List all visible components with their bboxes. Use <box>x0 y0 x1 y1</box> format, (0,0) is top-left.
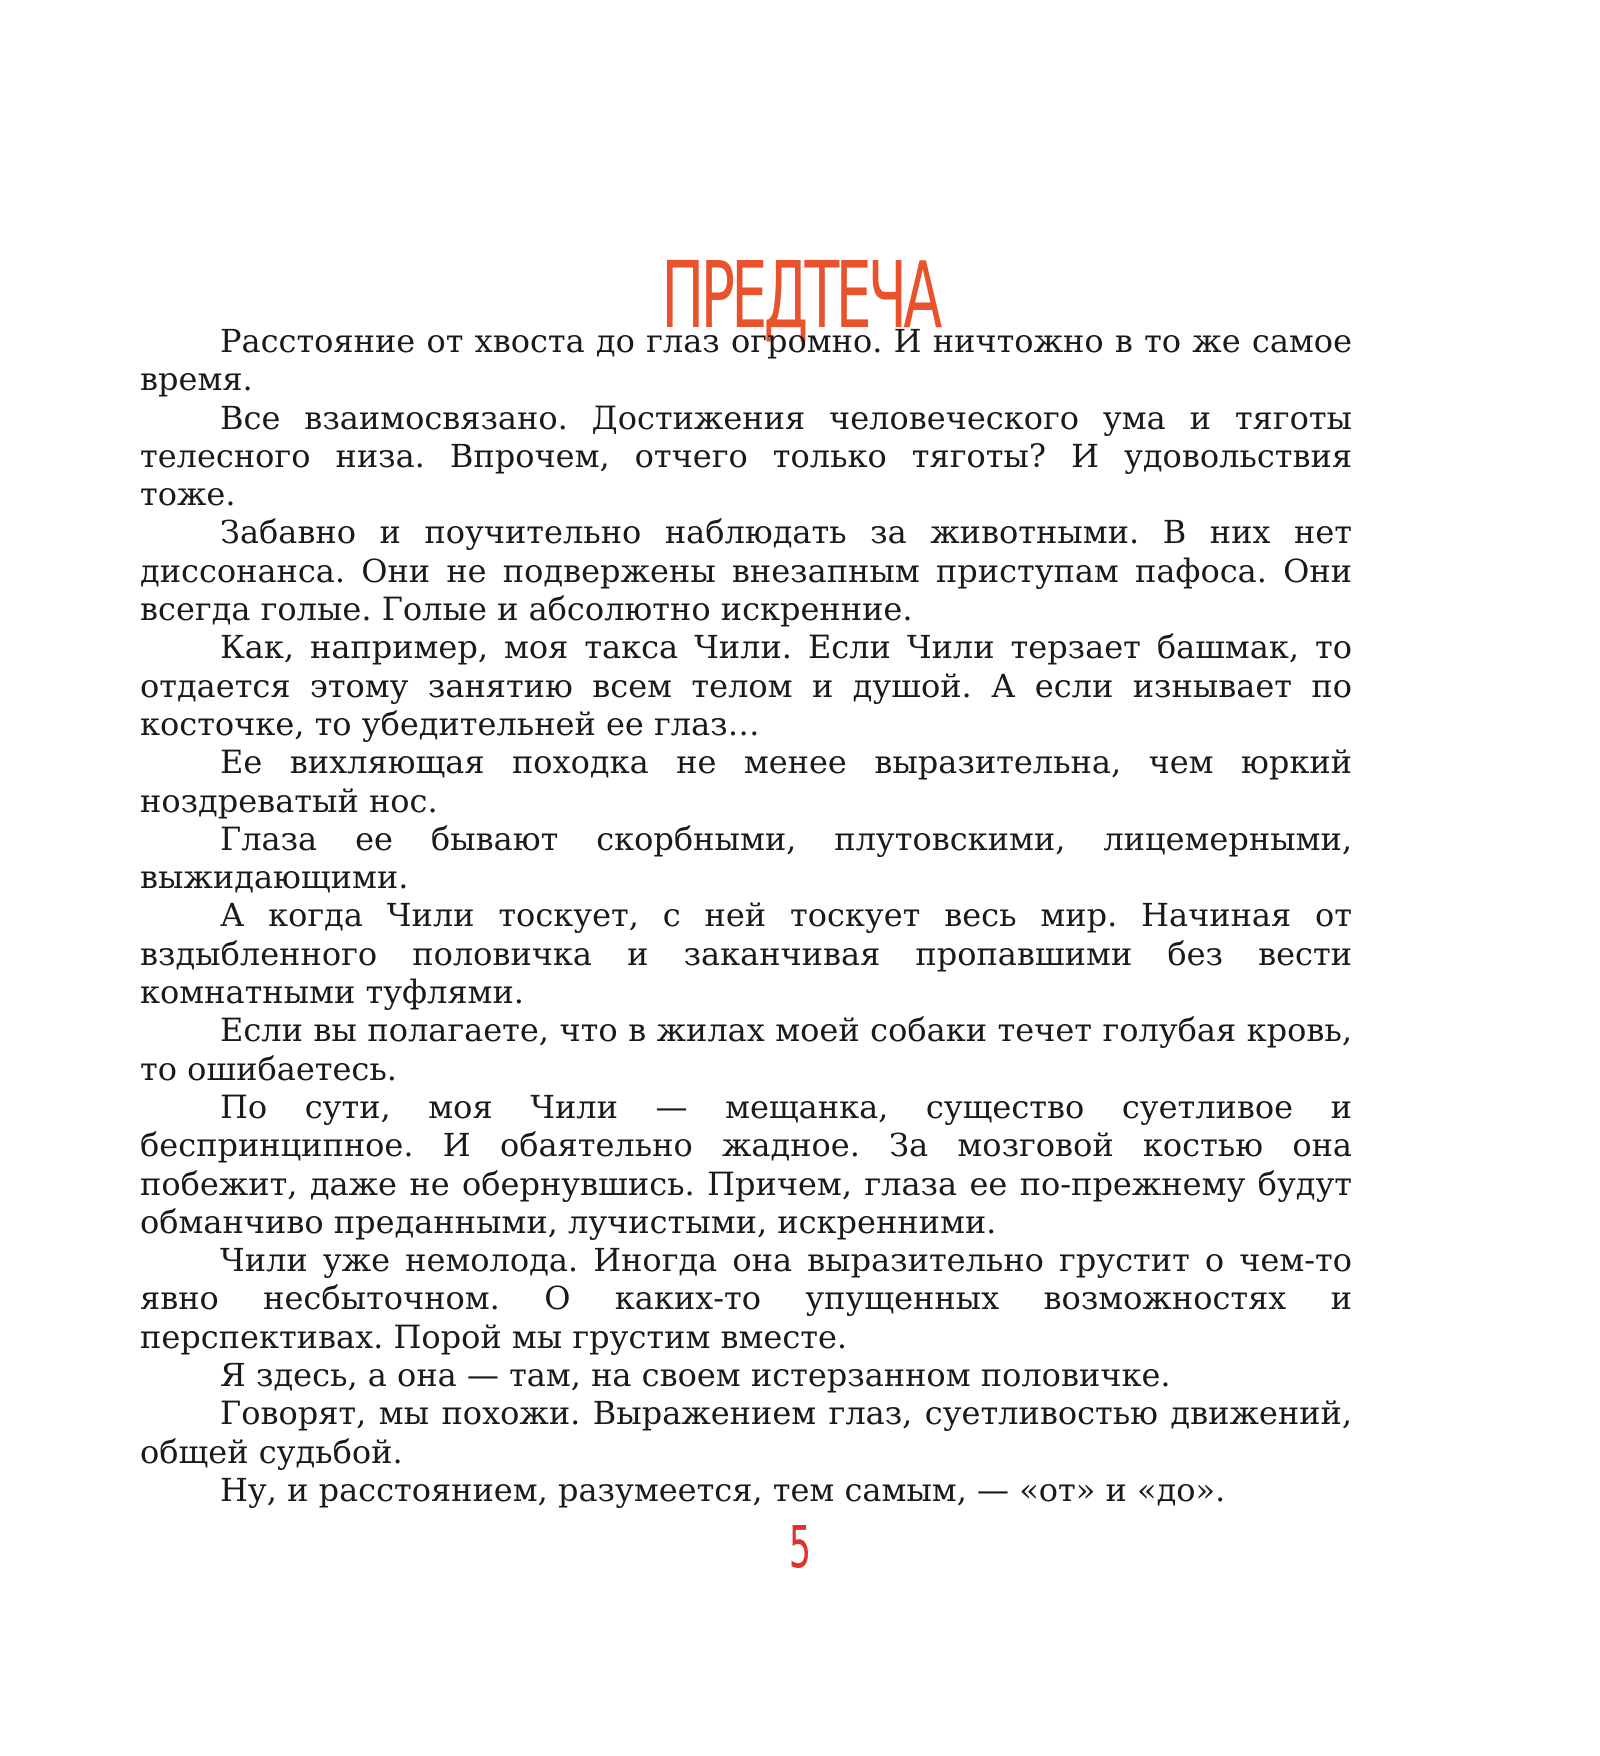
paragraph: По сути, моя Чили — мещанка, существо суетливое и беспринципное. И обаятельно жадное. За мозговой костью она побежит, даже не обернувшись. Причем, глаза ее по-прежнему будут обманчиво преданными, лучистыми, искренними. <box>140 1087 1352 1241</box>
chapter-title: ПРЕДТЕЧА <box>661 241 939 349</box>
paragraph: Забавно и поучительно наблюдать за животными. В них нет диссонанса. Они не подвержены внезапным приступам пафоса. Они всегда голые. Голые и абсолютно искренние. <box>140 513 1352 629</box>
paragraph: Все взаимосвязано. Достижения человеческого ума и тяготы телесного низа. Впрочем, отчего только тяготы? И удовольствия тоже. <box>140 398 1352 514</box>
paragraph: А когда Чили тоскует, с ней тоскует весь мир. Начиная от вздыбленного половичка и заканчивая пропавшими без вести комнатными туфлями. <box>140 896 1352 1012</box>
paragraph: Говорят, мы похожи. Выражением глаз, суетливостью движений, общей судьбой. <box>140 1394 1352 1471</box>
paragraph: Глаза ее бывают скорбными, плутовскими, лицемерными, выжидающими. <box>140 819 1352 897</box>
paragraph: Ее вихляющая походка не менее выразительна, чем юркий ноздреватый нос. <box>140 743 1352 820</box>
paragraph: Как, например, моя такса Чили. Если Чили терзает башмак, то отдается этому занятию всем телом и душой. А если изнывает по косточке, то убедительней ее глаз… <box>140 628 1352 743</box>
paragraph: Если вы полагаете, что в жилах моей собаки течет голубая кровь, то ошибаетесь. <box>140 1011 1352 1088</box>
chapter-body <box>140 322 1352 1509</box>
page-number: 5 <box>788 1513 812 1581</box>
paragraph: Расстояние от хвоста до глаз огромно. И ничтожно в то же самое время. <box>140 322 1352 399</box>
paragraph: Ну, и расстоянием, разумеется, тем самым, — «от» и «до». <box>220 1470 1226 1509</box>
paragraph: Чили уже немолода. Иногда она выразительно грустит о чем-то явно несбыточном. О каких-то упущенных возможностях и перспективах. Порой мы грустим вместе. <box>140 1241 1352 1356</box>
paragraph: Я здесь, а она — там, на своем истерзанном половичке. <box>220 1356 1171 1395</box>
